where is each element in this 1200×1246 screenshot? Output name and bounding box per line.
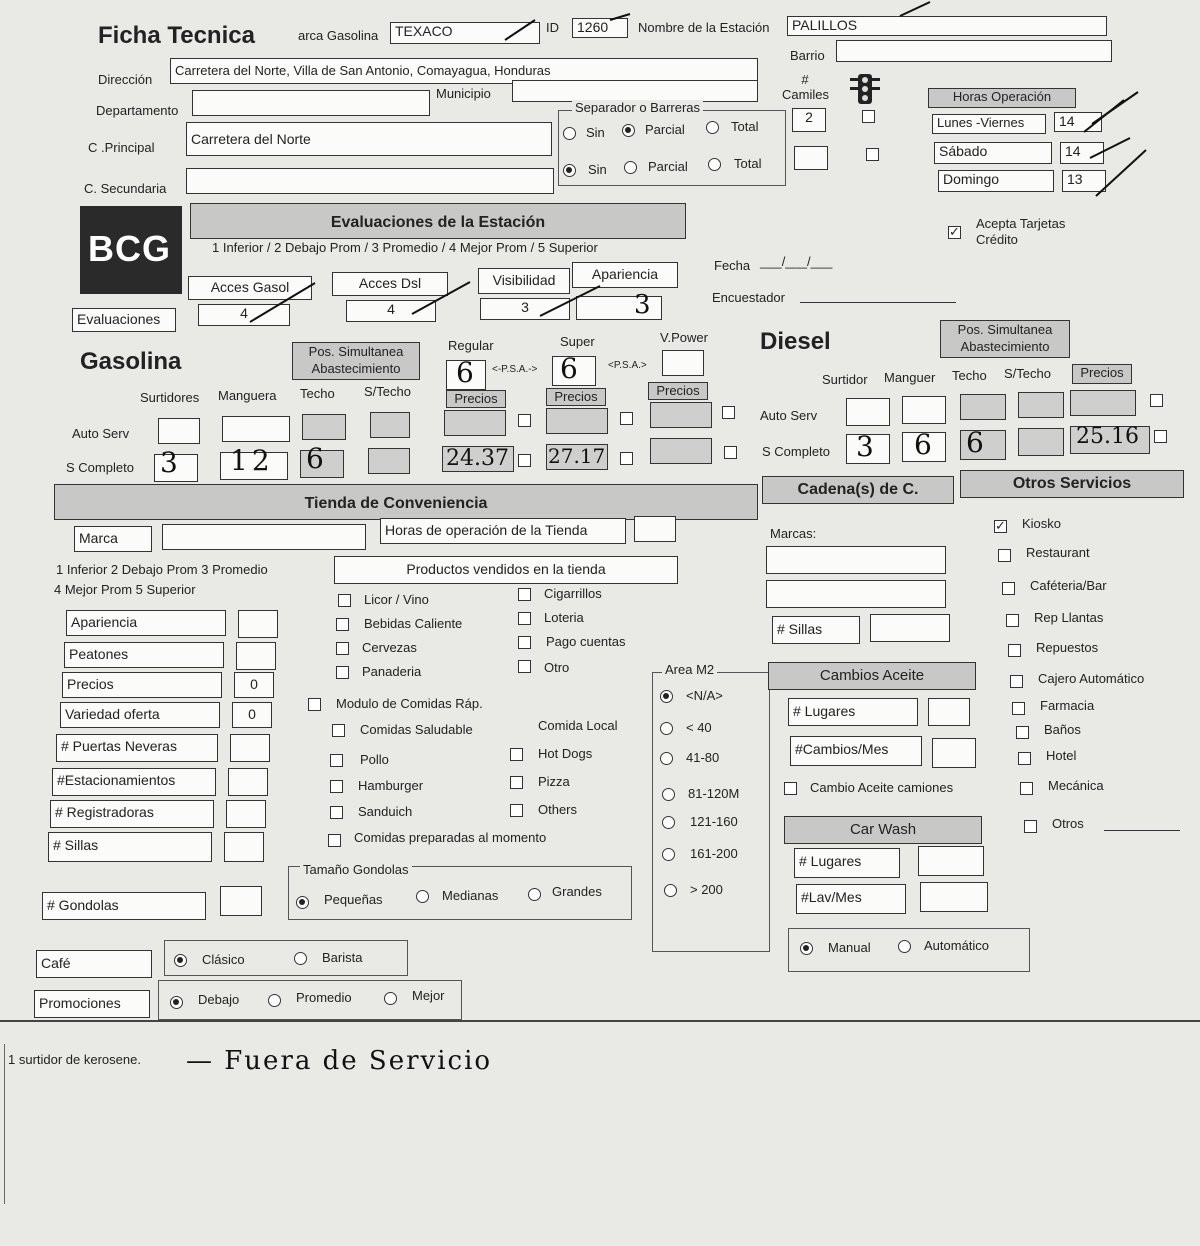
tienda-horas-label: Horas de operación de la Tienda: [380, 518, 626, 544]
gas-completo-super-checkbox[interactable]: [620, 452, 633, 465]
gas-completo-manguera-value: 12: [230, 444, 274, 477]
bebidas-checkbox[interactable]: [336, 618, 349, 631]
area-41-80-label: 41-80: [686, 750, 720, 765]
diesel-auto-manguer[interactable]: [902, 396, 946, 424]
pollo-checkbox[interactable]: [330, 754, 343, 767]
gas-col-surtidores: Surtidores: [140, 390, 200, 405]
carwash-lav-value[interactable]: [920, 882, 988, 912]
tienda-marca-label: Marca: [74, 526, 152, 552]
tienda-peatones-value[interactable]: [236, 642, 276, 670]
cadena-sillas-label: # Sillas: [772, 616, 860, 644]
encuestador-label: Encuestador: [712, 290, 785, 305]
tienda-gondolas-value[interactable]: [220, 886, 262, 916]
modulo-checkbox[interactable]: [308, 698, 321, 711]
carwash-manual-radio[interactable]: [800, 942, 813, 955]
cafe-barista-label: Barista: [322, 950, 363, 965]
evaluaciones-scale: 1 Inferior / 2 Debajo Prom / 3 Promedio / 4 Mejor Prom / 5 Superior: [212, 240, 598, 255]
carwash-automatico-radio[interactable]: [898, 940, 911, 953]
fecha-value[interactable]: ___/___/___: [760, 254, 833, 269]
gas-completo-techo-value: 6: [306, 442, 324, 475]
otros-label-9: Mecánica: [1048, 778, 1104, 793]
gondolas-medianas-radio[interactable]: [416, 890, 429, 903]
tienda-variedad-value[interactable]: 0: [232, 702, 272, 728]
licor-checkbox[interactable]: [338, 594, 351, 607]
super-label: Super: [560, 334, 595, 349]
regular-psa: <-P.S.A.->: [492, 364, 538, 375]
visibilidad-value[interactable]: 3: [480, 298, 570, 320]
others-checkbox[interactable]: [510, 804, 523, 817]
carwash-title: Car Wash: [784, 816, 982, 844]
area-121-160-radio[interactable]: [662, 816, 675, 829]
diesel-completo-manguer-value: 6: [914, 428, 932, 461]
nombre-label: Nombre de la Estación: [638, 20, 770, 35]
otros-line[interactable]: [1104, 830, 1180, 831]
fecha-label: Fecha: [714, 258, 751, 273]
gas-auto-manguera[interactable]: [222, 416, 290, 442]
diesel-col-manguer: Manguer: [884, 370, 936, 385]
area-81-120-label: 81-120M: [688, 786, 740, 801]
gas-auto-techo[interactable]: [302, 414, 346, 440]
tienda-registradoras-value[interactable]: [226, 800, 266, 828]
diesel-completo-stecho[interactable]: [1018, 428, 1064, 456]
gas-completo-precio-regular-value: 24.37: [446, 446, 509, 471]
modulo-label: Modulo de Comidas Ráp.: [336, 696, 483, 711]
visibilidad-label: Visibilidad: [478, 268, 570, 294]
area-na-label: <N/A>: [686, 688, 723, 703]
separador2-sin-label: Sin: [588, 162, 607, 177]
loteria-checkbox[interactable]: [518, 612, 531, 625]
cigarrillos-checkbox[interactable]: [518, 588, 531, 601]
productos-title: Productos vendidos en la tienda: [334, 556, 678, 584]
tienda-gondolas-label: # Gondolas: [42, 892, 206, 920]
hotdogs-label: Hot Dogs: [538, 746, 593, 761]
gas-precios-super-label: Precios: [546, 388, 606, 406]
area-121-160-label: 121-160: [690, 814, 738, 829]
marca-label: arca Gasolina: [298, 28, 379, 43]
cadena-title: Cadena(s) de C.: [762, 476, 954, 504]
vpower-label: V.Power: [660, 330, 708, 345]
otros-checkbox-0[interactable]: ✓: [995, 518, 1006, 533]
marcas-label: Marcas:: [770, 526, 817, 541]
promo-mejor-label: Mejor: [412, 988, 445, 1003]
area-161-200-radio[interactable]: [662, 848, 675, 861]
tienda-neveras-label: # Puertas Neveras: [56, 734, 218, 762]
panaderia-checkbox[interactable]: [336, 666, 349, 679]
tarjetas-label: Acepta Tarjetas Crédito: [976, 216, 1066, 247]
tienda-sillas-value[interactable]: [224, 832, 264, 862]
gas-auto-stecho[interactable]: [370, 412, 410, 438]
diesel-title: Diesel: [760, 328, 831, 355]
diesel-col-stecho: S/Techo: [1004, 366, 1051, 381]
otros-label-0: Kiosko: [1022, 516, 1062, 531]
gas-auto-vpower-checkbox[interactable]: [722, 406, 735, 419]
acces-dsl-label: Acces Dsl: [332, 272, 448, 296]
area-200-radio[interactable]: [664, 884, 677, 897]
otros-label-3: Rep Llantas: [1034, 610, 1104, 625]
tienda-neveras-value[interactable]: [230, 734, 270, 762]
otros-label-8: Hotel: [1046, 748, 1077, 763]
gas-auto-label: Auto Serv: [72, 426, 130, 441]
pizza-checkbox[interactable]: [510, 776, 523, 789]
cervezas-checkbox[interactable]: [336, 642, 349, 655]
area-200-label: > 200: [690, 882, 723, 897]
separador2-total-label: Total: [734, 156, 762, 171]
separador2-parcial-label: Parcial: [648, 159, 688, 174]
gas-col-manguera: Manguera: [218, 388, 277, 403]
cervezas-label: Cervezas: [362, 640, 417, 655]
otros-checkbox-3[interactable]: [1006, 614, 1019, 627]
area-41-80-radio[interactable]: [660, 752, 673, 765]
cafe-frame: [164, 940, 408, 976]
marcas-field-2[interactable]: [766, 580, 946, 608]
otros-checkbox-9[interactable]: [1020, 782, 1033, 795]
id-label: ID: [546, 20, 559, 35]
diesel-completo-checkbox[interactable]: [1154, 430, 1167, 443]
area-161-200-label: 161-200: [690, 846, 738, 861]
acces-dsl-value[interactable]: 4: [346, 300, 436, 322]
separador-sin-label: Sin: [586, 125, 605, 140]
cafe-label: Café: [36, 950, 152, 978]
gasolina-pos-label: Pos. Simultanea Abastecimiento: [292, 342, 420, 380]
licor-label: Licor / Vino: [364, 592, 429, 607]
horas-lunes-value[interactable]: 14: [1054, 112, 1102, 132]
tienda-registradoras-label: # Registradoras: [50, 800, 214, 828]
otros-checkbox-5[interactable]: [1010, 675, 1023, 688]
super-psa: <P.S.A.>: [608, 360, 647, 371]
horas-domingo-label: Domingo: [938, 170, 1054, 192]
gas-auto-precio-vpower[interactable]: [650, 402, 712, 428]
otros-checkbox-8[interactable]: [1018, 752, 1031, 765]
marcas-field-1[interactable]: [766, 546, 946, 574]
pago-cuentas-label: Pago cuentas: [546, 634, 626, 649]
cambios-mes-value[interactable]: [932, 738, 976, 768]
otros-label-2: Caféteria/Bar: [1030, 578, 1107, 593]
tienda-estacionamientos-value[interactable]: [228, 768, 268, 796]
separador-parcial-label: Parcial: [645, 122, 685, 137]
gas-completo-surtidores-value: 3: [160, 446, 178, 479]
saludable-checkbox[interactable]: [332, 724, 345, 737]
gas-col-techo: Techo: [300, 386, 335, 401]
loteria-label: Loteria: [544, 610, 584, 625]
evaluaciones-title: Evaluaciones de la Estación: [190, 203, 686, 239]
cadena-sillas-value[interactable]: [870, 614, 950, 642]
otros-title: Otros Servicios: [960, 470, 1184, 498]
tienda-sillas-label: # Sillas: [48, 832, 212, 862]
comida-local-label: Comida Local: [538, 718, 618, 733]
pago-cuentas-checkbox[interactable]: [518, 636, 531, 649]
gas-auto-super-checkbox[interactable]: [620, 412, 633, 425]
otros-checkbox-7[interactable]: [1016, 726, 1029, 739]
tienda-marca-field[interactable]: [162, 524, 366, 550]
apariencia-label: Apariencia: [572, 262, 678, 288]
tienda-apariencia-value[interactable]: [238, 610, 278, 638]
tienda-apariencia-label: Apariencia: [66, 610, 226, 636]
area-81-120-radio[interactable]: [662, 788, 675, 801]
tienda-variedad-label: Variedad oferta: [60, 702, 220, 728]
otros-label-1: Restaurant: [1026, 545, 1090, 560]
diesel-auto-surtidor[interactable]: [846, 398, 890, 426]
cambios-mes-label: #Cambios/Mes: [790, 736, 922, 766]
notes-divider: [0, 1020, 1200, 1022]
barrio-label: Barrio: [790, 48, 825, 63]
tienda-precios-value[interactable]: 0: [234, 672, 274, 698]
gondolas-title: Tamaño Gondolas: [300, 862, 412, 877]
csecundaria-label: C. Secundaria: [84, 181, 167, 196]
diesel-col-techo: Techo: [952, 368, 987, 383]
id-field[interactable]: 1260: [572, 18, 628, 38]
otros-checkbox-6[interactable]: [1012, 702, 1025, 715]
vpower-field[interactable]: [662, 350, 704, 376]
cafe-barista-radio[interactable]: [294, 952, 307, 965]
otros-checkbox-2[interactable]: [1002, 582, 1015, 595]
diesel-auto-label: Auto Serv: [760, 408, 818, 423]
gas-auto-regular-checkbox[interactable]: [518, 414, 531, 427]
gas-completo-regular-checkbox[interactable]: [518, 454, 531, 467]
promo-debajo-radio[interactable]: [170, 996, 183, 1009]
tienda-scale-2: 4 Mejor Prom 5 Superior: [54, 582, 196, 597]
otros-label-10: Otros: [1052, 816, 1084, 831]
tienda-scale-1: 1 Inferior 2 Debajo Prom 3 Promedio: [56, 562, 268, 577]
preparadas-label: Comidas preparadas al momento: [354, 830, 547, 845]
tienda-title: Tienda de Conveniencia: [54, 484, 758, 520]
tarjetas-checkbox[interactable]: ✓: [949, 224, 960, 239]
area-na-radio[interactable]: [660, 690, 673, 703]
horas-domingo-value[interactable]: 13: [1062, 170, 1106, 192]
hamburger-label: Hamburger: [358, 778, 424, 793]
camiones-checkbox[interactable]: [784, 782, 797, 795]
otros-checkbox-4[interactable]: [1008, 644, 1021, 657]
tienda-peatones-label: Peatones: [64, 642, 224, 668]
promo-mejor-radio[interactable]: [384, 992, 397, 1005]
sanduich-checkbox[interactable]: [330, 806, 343, 819]
sanduich-label: Sanduich: [358, 804, 413, 819]
departamento-label: Departamento: [96, 103, 179, 118]
cigarrillos-label: Cigarrillos: [544, 586, 602, 601]
gas-precios-regular-label: Precios: [446, 390, 506, 408]
diesel-col-surtidor: Surtidor: [822, 372, 868, 387]
cafe-clasico-label: Clásico: [202, 952, 245, 967]
gondolas-grandes-radio[interactable]: [528, 888, 541, 901]
gas-completo-stecho[interactable]: [368, 448, 410, 474]
others-label: Others: [538, 802, 578, 817]
panaderia-label: Panaderia: [362, 664, 422, 679]
bebidas-label: Bebidas Caliente: [364, 616, 463, 631]
horas-sabado-label: Sábado: [934, 142, 1052, 164]
page-title: Ficha Tecnica: [98, 22, 255, 49]
diesel-completo-surtidor-value: 3: [856, 430, 874, 463]
acces-gasol-label: Acces Gasol: [188, 276, 312, 300]
gas-auto-precio-regular[interactable]: [444, 410, 506, 436]
saludable-label: Comidas Saludable: [360, 722, 473, 737]
diesel-auto-checkbox[interactable]: [1150, 394, 1163, 407]
gondolas-medianas-label: Medianas: [442, 888, 499, 903]
diesel-completo-precio-value: 25.16: [1076, 424, 1139, 449]
diesel-pos-label: Pos. Simultanea Abastecimiento: [940, 320, 1070, 358]
horas-lunes-label: Lunes -Viernes: [932, 114, 1046, 134]
notes-handwritten: — Fuera de Servicio: [186, 1046, 493, 1076]
separador-total-label: Total: [731, 119, 759, 134]
cambios-lugares-value[interactable]: [928, 698, 970, 726]
area-title: Area M2: [662, 662, 717, 677]
carwash-automatico-label: Automático: [924, 938, 990, 953]
diesel-completo-label: S Completo: [762, 444, 830, 459]
gas-completo-precio-vpower[interactable]: [650, 438, 712, 464]
marca-field[interactable]: TEXACO: [390, 22, 540, 44]
diesel-completo-techo-value: 6: [966, 426, 984, 459]
otros-label-5: Cajero Automático: [1038, 671, 1145, 686]
gas-completo-vpower-checkbox[interactable]: [724, 446, 737, 459]
area-frame: [652, 672, 770, 952]
gas-col-stecho: S/Techo: [364, 384, 411, 399]
regular-value: 6: [456, 356, 474, 389]
apariencia-handwritten: 3: [634, 290, 651, 320]
promo-debajo-label: Debajo: [198, 992, 240, 1007]
notes-typed: 1 surtidor de kerosene.: [8, 1052, 141, 1067]
otros-checkbox-1[interactable]: [998, 549, 1011, 562]
notes-handwritten-text: Fuera de Servicio: [224, 1046, 493, 1076]
gas-completo-precio-super-value: 27.17: [548, 444, 606, 468]
gondolas-pequenas-radio[interactable]: [296, 896, 309, 909]
acces-gasol-value[interactable]: 4: [198, 304, 290, 326]
carwash-lugares-value[interactable]: [918, 846, 984, 876]
otros-label-7: Baños: [1044, 722, 1081, 737]
camiles-field[interactable]: 2: [792, 108, 826, 132]
cafe-clasico-radio[interactable]: [174, 954, 187, 967]
gas-completo-label: S Completo: [66, 460, 134, 475]
otros-label-6: Farmacia: [1040, 698, 1095, 713]
camiones-label: Cambio Aceite camiones: [810, 780, 954, 795]
area-40-radio[interactable]: [660, 722, 673, 735]
evaluaciones-side-label: Evaluaciones: [72, 308, 176, 332]
cambios-lugares-label: # Lugares: [788, 698, 918, 726]
pizza-label: Pizza: [538, 774, 570, 789]
carwash-manual-label: Manual: [828, 940, 871, 955]
tienda-estacionamientos-label: #Estacionamientos: [52, 768, 216, 796]
regular-label: Regular: [448, 338, 494, 353]
tienda-horas-field[interactable]: [634, 516, 676, 542]
horas-sabado-value[interactable]: 14: [1060, 142, 1104, 164]
hamburger-checkbox[interactable]: [330, 780, 343, 793]
promo-promedio-radio[interactable]: [268, 994, 281, 1007]
super-value: 6: [560, 352, 578, 385]
separador-label: Separador o Barreras: [572, 100, 703, 115]
cprincipal-label: C .Principal: [88, 140, 155, 155]
diesel-auto-stecho[interactable]: [1018, 392, 1064, 418]
area-40-label: < 40: [686, 720, 712, 735]
cprincipal-field[interactable]: Carretera del Norte: [186, 122, 552, 156]
gondolas-pequenas-label: Pequeñas: [324, 892, 383, 907]
preparadas-checkbox[interactable]: [328, 834, 341, 847]
promo-promedio-label: Promedio: [296, 990, 352, 1005]
hotdogs-checkbox[interactable]: [510, 748, 523, 761]
tienda-precios-label: Precios: [62, 672, 222, 698]
otro-checkbox[interactable]: [518, 660, 531, 673]
otros-label-4: Repuestos: [1036, 640, 1099, 655]
gas-auto-surtidores[interactable]: [158, 418, 200, 444]
gasolina-title: Gasolina: [80, 348, 182, 375]
diesel-col-precios: Precios: [1072, 364, 1132, 384]
gas-precios-vpower-label: Precios: [648, 382, 708, 400]
pollo-label: Pollo: [360, 752, 389, 767]
promociones-label: Promociones: [34, 990, 150, 1018]
diesel-auto-techo[interactable]: [960, 394, 1006, 420]
nombre-field[interactable]: PALILLOS: [787, 16, 1107, 36]
carwash-lugares-label: # Lugares: [794, 848, 900, 878]
cambios-aceite-title: Cambios Aceite: [768, 662, 976, 690]
otro-label: Otro: [544, 660, 570, 675]
diesel-auto-precio[interactable]: [1070, 390, 1136, 416]
otros-checkbox-10[interactable]: [1024, 820, 1037, 833]
horas-title: Horas Operación: [928, 88, 1076, 108]
direccion-label: Dirección: [98, 72, 153, 87]
bcg-logo-text: BCG: [88, 228, 171, 269]
evaluation-pen-marks: [0, 0, 1200, 340]
municipio-label: Municipio: [436, 86, 491, 101]
notes-left-edge: [4, 1044, 5, 1204]
direccion-field[interactable]: Carretera del Norte, Villa de San Antonio, Comayagua, Honduras: [170, 58, 758, 84]
carwash-lav-label: #Lav/Mes: [796, 884, 906, 914]
gondolas-grandes-label: Grandes: [552, 884, 602, 899]
camiles-label: # Camiles: [782, 72, 829, 102]
gas-auto-precio-super[interactable]: [546, 408, 608, 434]
